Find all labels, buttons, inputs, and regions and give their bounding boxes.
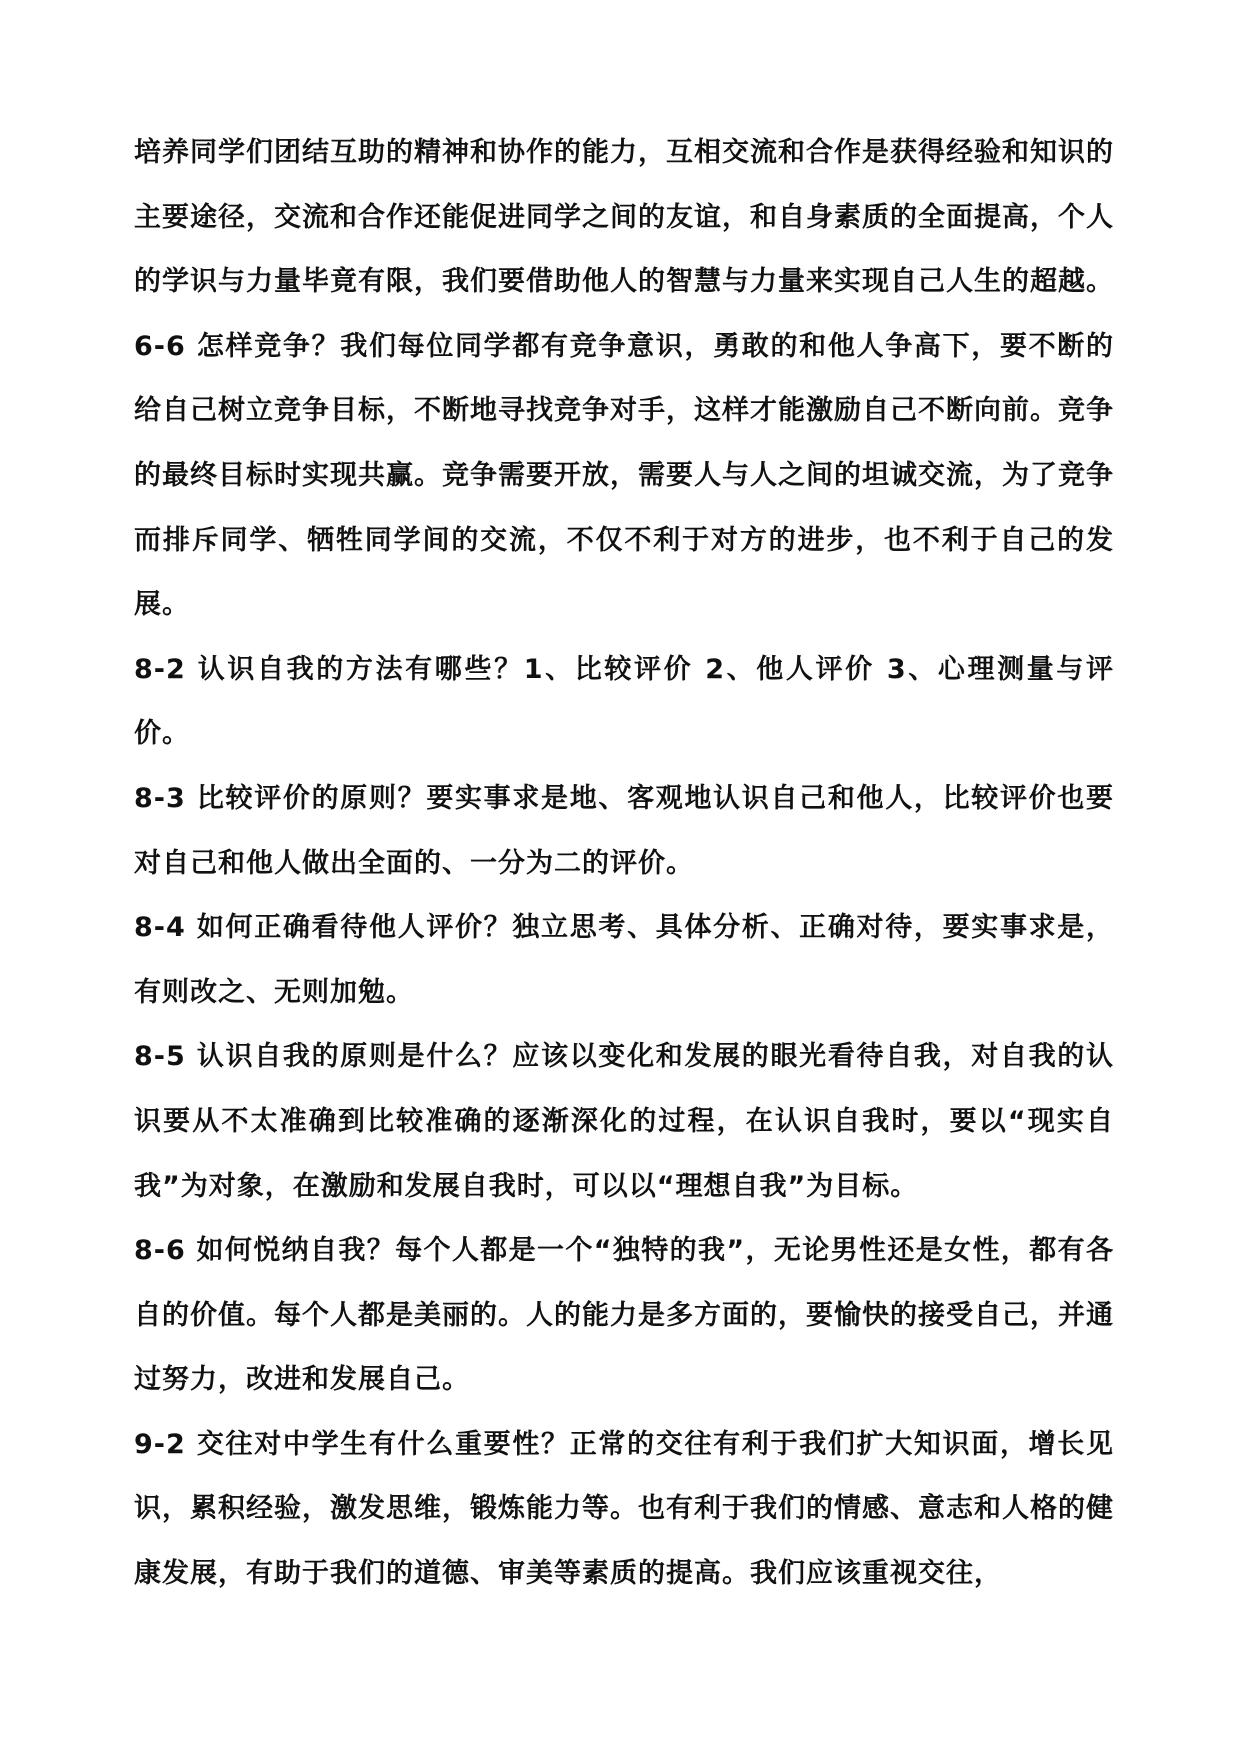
document-body	[134, 121, 1114, 1607]
paragraph-8-6-self-acceptance: 8-6 如何悦纳自我？每个人都是一个“独特的我”，无论男性还是女性，都有各自的价值。每个人都是美丽的。人的能力是多方面的，要愉快的接受自己，并通过努力，改进和发展自己。	[134, 1235, 1114, 1396]
paragraph-6-6-competition: 6-6 怎样竞争？我们每位同学都有竞争意识，勇敢的和他人争高下，要不断的给自己树立竞争目标，不断地寻找竞争对手，这样才能激励自己不断向前。竞争的最终目标时实现共赢。竞争需要开放，需要人与人之间的坦诚交流，为了竞争而排斥同学、牺牲同学间的交流，不仅不利于对方的进步，也不利于自己的发展。	[134, 330, 1114, 621]
paragraph-8-3-comparison-principle: 8-3 比较评价的原则？要实事求是地、客观地认识自己和他人，比较评价也要对自己和他人做出全面的、一分为二的评价。	[134, 782, 1114, 879]
paragraph-cooperation: 培养同学们团结互助的精神和协作的能力，互相交流和合作是获得经验和知识的主要途径，交流和合作还能促进同学之间的友谊，和自身素质的全面提高，个人的学识与力量毕竟有限，我们要借助他人的智慧与力量来实现自己人生的超越。	[134, 137, 1114, 298]
paragraph-8-4-others-evaluation: 8-4 如何正确看待他人评价？独立思考、具体分析、正确对待，要实事求是，有则改之、无则加勉。	[134, 912, 1114, 1008]
paragraph-8-2-self-knowledge-methods: 8-2 认识自我的方法有哪些？1、比较评价 2、他人评价 3、心理测量与评价。	[134, 653, 1114, 750]
paragraph-8-5-self-knowledge-principle: 8-5 认识自我的原则是什么？应该以变化和发展的眼光看待自我，对自我的认识要从不太准确到比较准确的逐渐深化的过程，在认识自我时，要以“现实自我”为对象，在激励和发展自我时，可以以“理想自我”为目标。	[134, 1041, 1114, 1202]
paragraph-9-2-interaction-importance: 9-2 交往对中学生有什么重要性？正常的交往有利于我们扩大知识面，增长见识，累积经验，激发思维，锻炼能力等。也有利于我们的情感、意志和人格的健康发展，有助于我们的道德、审美等素质的提高。我们应该重视交往，	[134, 1428, 1114, 1590]
